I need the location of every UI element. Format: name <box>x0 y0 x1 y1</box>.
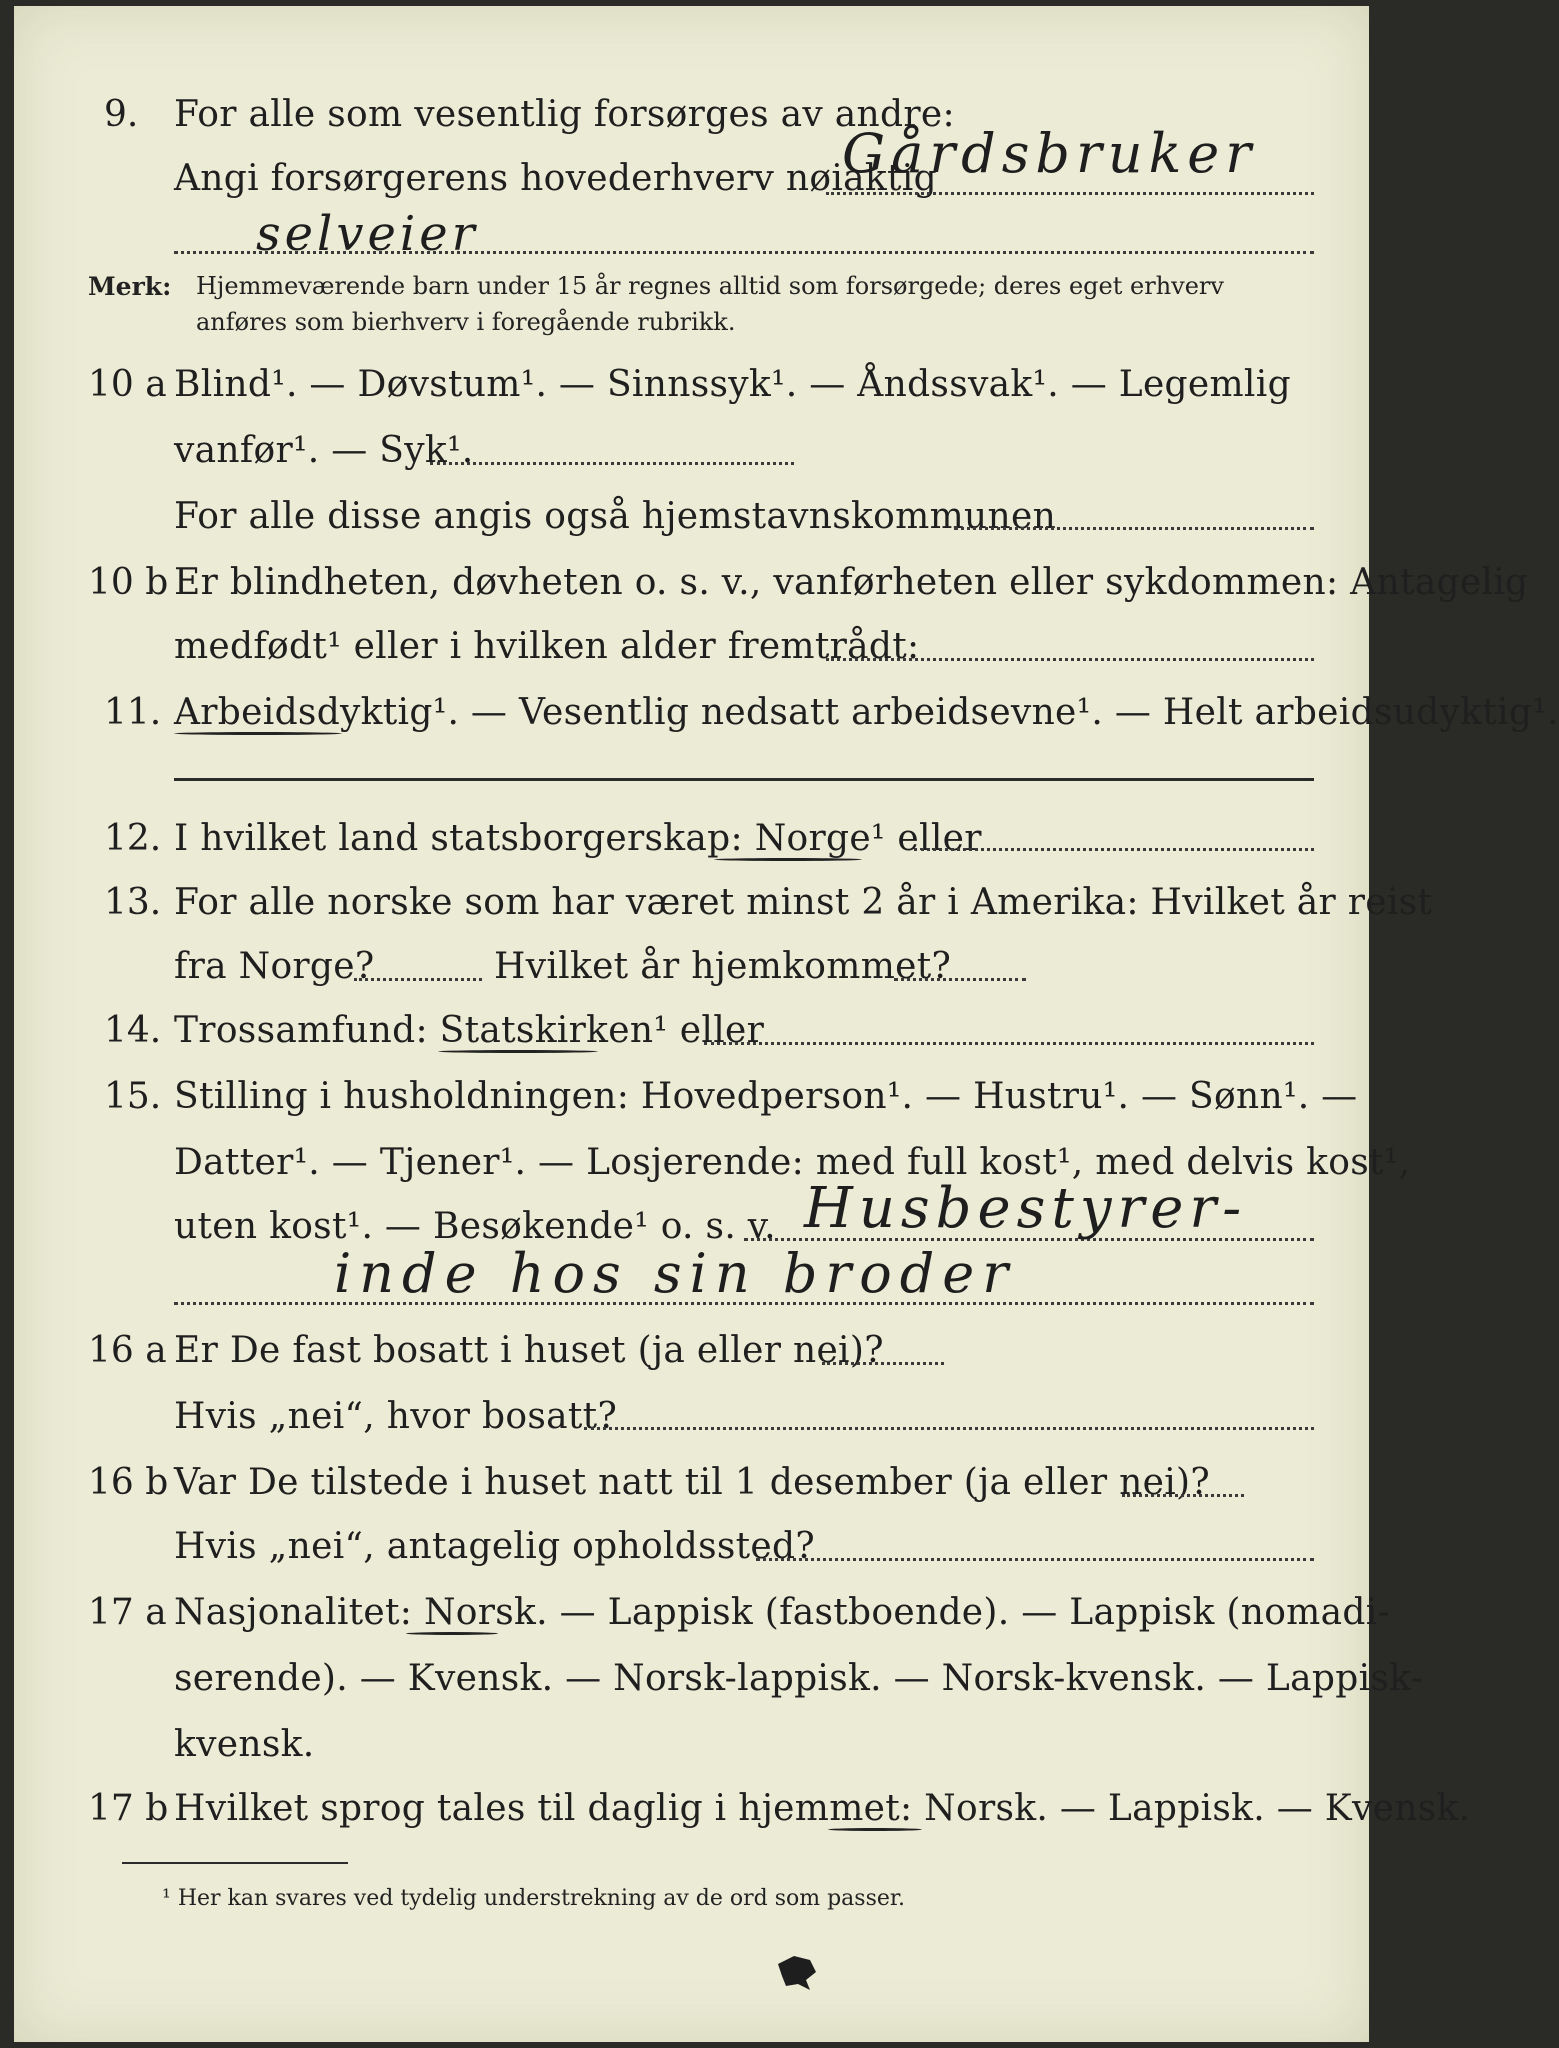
q17b-underline-mark <box>828 1828 922 1831</box>
q14-underline-mark <box>438 1050 598 1053</box>
q13-line2a: fra Norge? <box>174 946 375 987</box>
q13-answer-reist <box>354 978 482 981</box>
q9-handwritten-answer1: Gårdsbruker <box>842 122 1258 185</box>
q12-line1: I hvilket land statsborgerskap: Norge¹ eller <box>174 818 982 859</box>
q9-line2: Angi forsørgerens hovederhverv nøiaktig <box>174 158 937 199</box>
q15-line2: Datter¹. — Tjener¹. — Losjerende: med full kost¹, med delvis kost¹, <box>174 1142 1411 1183</box>
census-form-page <box>14 6 1559 2042</box>
q17a-underline-mark <box>406 1632 498 1635</box>
footnote: ¹ Her kan svares ved tydelig understrekning av de ord som passer. <box>162 1886 905 1911</box>
q10a-line3: For alle disse angis også hjemstavnskommunen <box>174 496 1057 537</box>
q10b-line1: Er blindheten, døvheten o. s. v., vanførheten eller sykdommen: Antagelig <box>174 562 1529 603</box>
q16a-line2: Hvis „nei“, hvor bosatt? <box>174 1396 618 1437</box>
q17a-number: 17 a <box>88 1592 167 1633</box>
merk-line2: anføres som bierhverv i foregående rubrikk. <box>196 308 736 336</box>
q10a-line2: vanfør¹. — Syk¹. <box>174 430 474 471</box>
q16b-number: 16 b <box>88 1462 169 1503</box>
q14-line1: Trossamfund: Statskirken¹ eller <box>174 1010 765 1051</box>
q11-line1: Arbeidsdyktig¹. — Vesentlig nedsatt arbeidsevne¹. — Helt arbeidsudyktig¹. <box>174 692 1559 733</box>
q16a-answer-line1 <box>822 1362 944 1365</box>
q15-line1: Stilling i husholdningen: Hovedperson¹. — Hustru¹. — Sønn¹. — <box>174 1076 1358 1117</box>
q11-number: 11. <box>104 692 162 733</box>
q10b-line2: medfødt¹ eller i hvilken alder fremtrådt: <box>174 626 920 667</box>
q12-number: 12. <box>104 818 162 859</box>
q11-underline-mark <box>174 732 342 735</box>
q16b-line2: Hvis „nei“, antagelig opholdssted? <box>174 1526 815 1567</box>
q15-handwritten-answer2: inde hos sin broder <box>334 1242 1017 1305</box>
q17b-line1: Hvilket sprog tales til daglig i hjemmet: Norsk. — Lappisk. — Kvensk. <box>174 1788 1471 1829</box>
q11-separator-rule <box>174 778 1314 781</box>
q14-answer-line <box>704 1042 1314 1045</box>
footnote-rule <box>122 1862 348 1864</box>
q16b-line1: Var De tilstede i huset natt til 1 desember (ja eller nei)? <box>174 1462 1210 1503</box>
q13-line2b: Hvilket år hjemkommet? <box>494 946 952 987</box>
q15-handwritten-answer1: Husbestyrer- <box>804 1176 1248 1241</box>
q14-number: 14. <box>104 1010 162 1051</box>
q13-line1: For alle norske som har været minst 2 år i Amerika: Hvilket år reist <box>174 882 1433 923</box>
q12-answer-line <box>914 848 1314 851</box>
merk-line1: Hjemmeværende barn under 15 år regnes alltid som forsørgede; deres eget erhverv <box>196 272 1224 300</box>
q9-handwritten-answer2: selveier <box>256 206 479 262</box>
q9-answer-line1 <box>826 192 1314 195</box>
q15-number: 15. <box>104 1076 162 1117</box>
q10b-number: 10 b <box>88 562 169 603</box>
q16b-answer-line1 <box>1122 1494 1244 1497</box>
q15-line3: uten kost¹. — Besøkende¹ o. s. v. <box>174 1206 776 1247</box>
q17b-number: 17 b <box>88 1788 169 1829</box>
q10a-number: 10 a <box>88 364 167 405</box>
q17a-line1: Nasjonalitet: Norsk. — Lappisk (fastboende). — Lappisk (nomadi- <box>174 1592 1391 1633</box>
q16b-answer-line2 <box>756 1558 1314 1561</box>
q16a-answer-line2 <box>584 1427 1314 1430</box>
q17a-line3: kvensk. <box>174 1724 315 1765</box>
q10b-answer-line <box>826 658 1314 661</box>
q16a-number: 16 a <box>88 1330 167 1371</box>
q16a-line1: Er De fast bosatt i huset (ja eller nei)? <box>174 1330 884 1371</box>
q10a-answer-line1 <box>430 462 794 465</box>
q9-line1: For alle som vesentlig forsørges av andre: <box>174 94 955 135</box>
q17a-line2: serende). — Kvensk. — Norsk-lappisk. — Norsk-kvensk. — Lappisk- <box>174 1658 1424 1699</box>
q10a-line1: Blind¹. — Døvstum¹. — Sinnssyk¹. — Åndssvak¹. — Legemlig <box>174 364 1291 405</box>
merk-label: Merk: <box>88 272 172 301</box>
q13-number: 13. <box>104 882 162 923</box>
q12-underline-mark <box>714 858 862 861</box>
q10a-answer-line2 <box>954 527 1314 530</box>
q13-answer-hjemkommet <box>894 978 1026 981</box>
ink-blot-mark <box>772 1950 822 1994</box>
q9-number: 9. <box>104 94 139 135</box>
